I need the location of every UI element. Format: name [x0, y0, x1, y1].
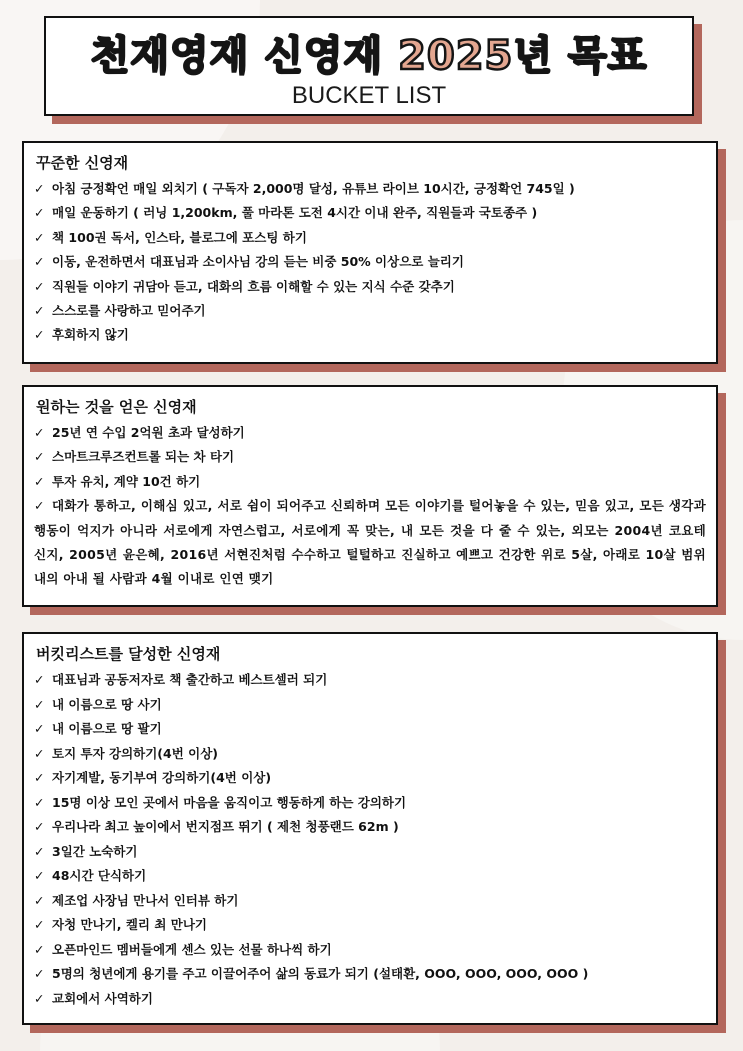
list-item — [34, 323, 706, 347]
check-icon: ✓ — [34, 696, 45, 712]
item-text: 내 이름으로 땅 팔기 — [52, 721, 162, 736]
list-item — [34, 962, 706, 987]
list-item — [34, 791, 706, 816]
item-text: 자청 만나기, 켈리 최 만나기 — [52, 917, 207, 932]
item-text: 내 이름으로 땅 사기 — [52, 696, 162, 712]
list-item — [34, 470, 706, 494]
check-icon: ✓ — [34, 205, 45, 221]
list-item — [34, 226, 706, 250]
check-icon: ✓ — [34, 966, 45, 981]
item-text: 오픈마인드 멤버들에게 센스 있는 선물 하나씩 하기 — [52, 941, 332, 957]
list-item — [34, 987, 706, 1012]
list-item — [34, 201, 706, 225]
section-title: 버킷리스트를 달성한 신영재 — [36, 645, 221, 663]
check-icon: ✓ — [34, 473, 45, 489]
list-item — [34, 889, 706, 914]
section-title: 원하는 것을 얻은 신영재 — [36, 398, 197, 416]
goal-list — [24, 177, 716, 348]
check-icon: ✓ — [34, 868, 45, 883]
item-text: 제조업 사장님 만나서 인터뷰 하기 — [52, 892, 239, 908]
item-text: 우리나라 최고 높이에서 번지점프 뛰기 ( 제천 청풍랜드 62m ) — [52, 819, 399, 834]
list-item — [34, 717, 706, 742]
item-text: 스스로를 사랑하고 믿어주기 — [52, 303, 206, 319]
list-item — [34, 275, 706, 299]
list-item — [34, 668, 706, 693]
section-title: 꾸준한 신영재 — [36, 154, 129, 172]
item-text: 자기계발, 동기부여 강의하기(4번 이상) — [52, 770, 272, 785]
section-bucket-list — [22, 632, 718, 1025]
check-icon: ✓ — [34, 819, 45, 834]
item-text: 3일간 노숙하기 — [52, 843, 138, 859]
check-icon: ✓ — [34, 672, 45, 687]
list-item — [34, 815, 706, 840]
item-text: 대화가 통하고, 이해심 있고, 서로 쉼이 되어주고 신뢰하며 모든 이야기를 털어놓을 수 있는, 믿음 있고, 모든 생각과 행동이 억지가 아니라 서로에게 자연스럽고, 서로에게 꼭 맞는, 내 모든 것을 다 줄 수 있는, 외모는 2004년 코요테 신지, 2005년 윤은혜, 2016년 서현진처럼 수수하고 털털하고 진실하고 예쁘고 건강한 위로 5살, 아래로 10살 범위 내의 아내 될 사람과 4월 이내로 인연 맺기 — [34, 498, 706, 587]
check-icon: ✓ — [34, 327, 45, 343]
check-icon: ✓ — [34, 917, 45, 932]
list-item — [34, 742, 706, 767]
item-text: 토지 투자 강의하기(4번 이상) — [52, 745, 219, 761]
check-icon: ✓ — [34, 229, 45, 245]
check-icon: ✓ — [34, 990, 45, 1006]
list-item — [34, 299, 706, 323]
list-item — [34, 913, 706, 938]
check-icon: ✓ — [34, 892, 45, 908]
list-item-paragraph — [34, 494, 706, 592]
item-text: 5명의 청년에게 용기를 주고 이끌어주어 삶의 동료가 되기 (설태환, OOO, OOO, OOO, OOO ) — [52, 966, 589, 981]
title-card — [44, 16, 694, 116]
page-subtitle: BUCKET LIST — [291, 82, 447, 109]
check-icon: ✓ — [34, 770, 45, 785]
item-text: 교회에서 사역하기 — [52, 990, 153, 1006]
item-text: 아침 긍정확언 매일 외치기 ( 구독자 2,000명 달성, 유튜브 라이브 10시간, 긍정확언 745일 ) — [52, 181, 575, 196]
list-item — [34, 938, 706, 963]
item-text: 스마트크루즈컨트롤 되는 차 타기 — [52, 449, 235, 465]
list-item — [34, 864, 706, 889]
list-item — [34, 840, 706, 865]
check-icon: ✓ — [34, 941, 45, 957]
goal-list — [24, 668, 716, 1011]
item-text: 48시간 단식하기 — [52, 868, 147, 883]
check-icon: ✓ — [34, 721, 45, 736]
item-text: 25년 연 수입 2억원 초과 달성하기 — [52, 425, 245, 440]
check-icon: ✓ — [34, 181, 45, 196]
check-icon: ✓ — [34, 449, 45, 465]
check-icon: ✓ — [34, 843, 45, 859]
list-item — [34, 693, 706, 718]
item-text: 대표님과 공동저자로 책 출간하고 베스트셀러 되기 — [52, 672, 328, 687]
section-consistent — [22, 141, 718, 364]
item-text: 매일 운동하기 ( 러닝 1,200km, 풀 마라톤 도전 4시간 이내 완주, 직원들과 국토종주 ) — [52, 205, 538, 221]
item-text: 투자 유치, 계약 10건 하기 — [52, 473, 201, 489]
check-icon: ✓ — [34, 303, 45, 319]
item-text: 이동, 운전하면서 대표님과 소이사님 강의 듣는 비중 50% 이상으로 늘리기 — [52, 254, 464, 270]
check-icon: ✓ — [34, 745, 45, 761]
check-icon: ✓ — [34, 498, 45, 514]
item-text: 책 100권 독서, 인스타, 블로그에 포스팅 하기 — [52, 229, 307, 245]
list-item — [34, 177, 706, 201]
item-text: 후회하지 않기 — [52, 327, 129, 343]
page-title: 천재영재 신영재 2025년 목표 — [90, 33, 648, 79]
goal-list — [24, 421, 716, 494]
check-icon: ✓ — [34, 278, 45, 294]
list-item — [34, 766, 706, 791]
check-icon: ✓ — [34, 794, 45, 810]
list-item — [34, 250, 706, 274]
section-achieved — [22, 385, 718, 607]
item-text: 직원들 이야기 귀담아 듣고, 대화의 흐름 이해할 수 있는 지식 수준 갖추기 — [52, 278, 455, 294]
check-icon: ✓ — [34, 254, 45, 270]
check-icon: ✓ — [34, 425, 45, 440]
item-text: 15명 이상 모인 곳에서 마음을 움직이고 행동하게 하는 강의하기 — [52, 794, 407, 810]
list-item — [34, 421, 706, 445]
list-item — [34, 445, 706, 469]
